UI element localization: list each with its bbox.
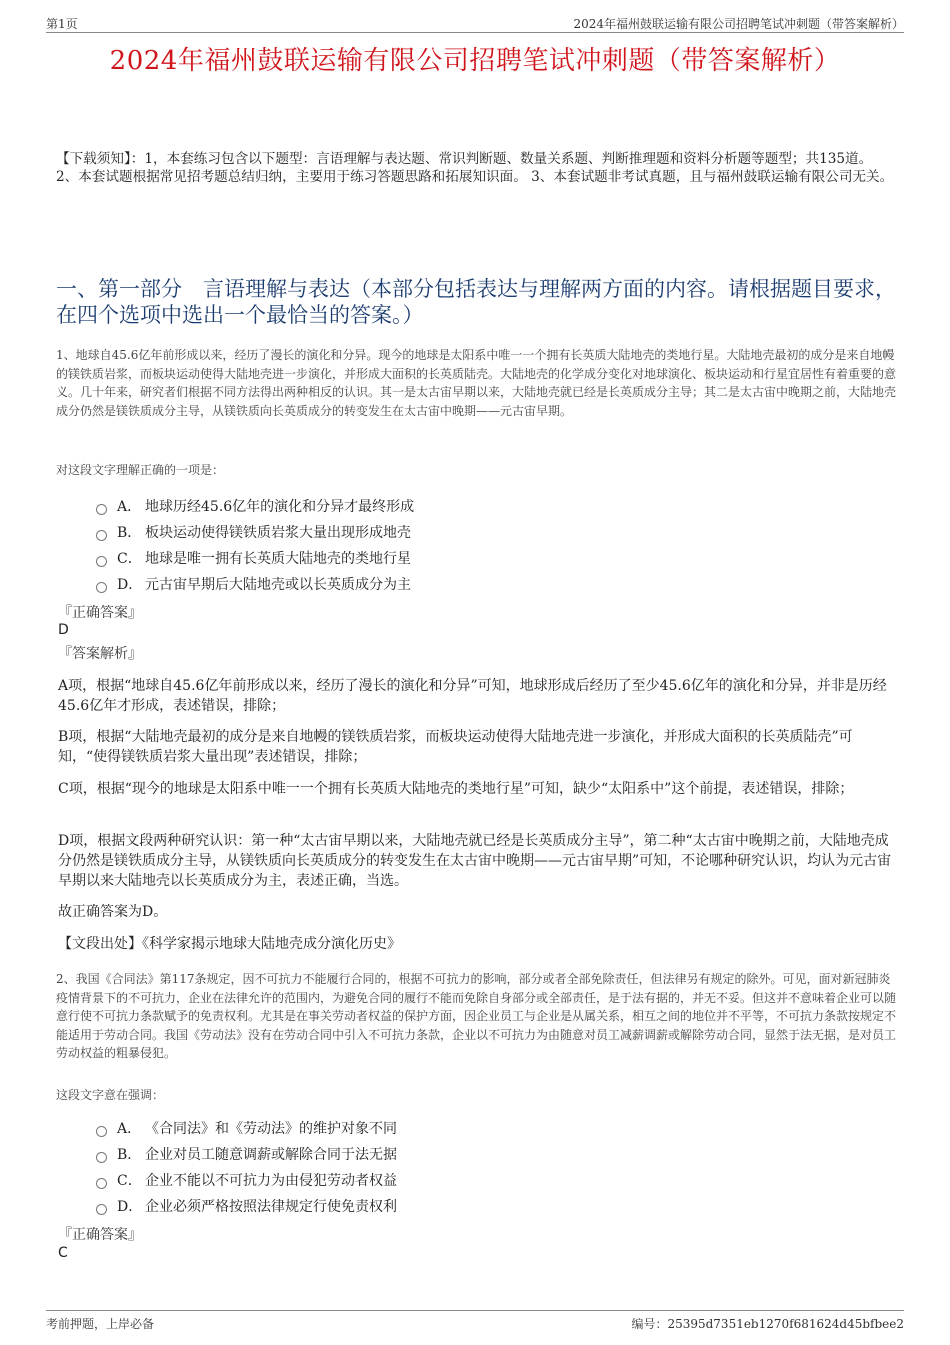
q2-answer-label: 『正确答案』 <box>58 1227 142 1243</box>
radio-icon[interactable] <box>96 1178 107 1189</box>
q1-analysis-label: 『答案解析』 <box>58 646 142 662</box>
radio-icon[interactable] <box>96 504 107 515</box>
page-title: 2024年福州鼓联运输有限公司招聘笔试冲刺题（带答案解析） <box>109 46 841 76</box>
header-doc-title: 2024年福州鼓联运输有限公司招聘笔试冲刺题（带答案解析） <box>573 17 904 31</box>
radio-icon[interactable] <box>96 1152 107 1163</box>
q1-option-a[interactable]: A． 地球历经45.6亿年的演化和分异才最终形成 <box>96 493 696 519</box>
radio-icon[interactable] <box>96 1126 107 1137</box>
q2-option-a[interactable]: A． 《合同法》和《劳动法》的维护对象不同 <box>96 1115 696 1141</box>
radio-icon[interactable] <box>96 1204 107 1215</box>
q2-option-c[interactable]: C． 企业不能以不可抗力为由侵犯劳动者权益 <box>96 1167 696 1193</box>
q2-option-b[interactable]: B． 企业对员工随意调薪或解除合同于法无据 <box>96 1141 696 1167</box>
page-number: 第1页 <box>46 17 78 31</box>
radio-icon[interactable] <box>96 530 107 541</box>
q2-passage: 2、我国《合同法》第117条规定，因不可抗力不能履行合同的，根据不可抗力的影响，部分或者全部免除责任，但法律另有规定的除外。可见，面对新冠肺炎疫情背景下的不可抗力，企业在法律允许的范围内，为避免合同的履行不能而免除自身部分或全部责任，是于法有据的，并无不妥。但这并不意味着企业可以随意行使不可抗力条款赋予的免责权利。尤其是在事关劳动者权益的保护方面，因企业员工与企业是从属关系，相互之间的地位并不平等，不可抗力条款按规定不能适用于劳动合同。我国《劳动法》没有在劳动合同中引入不可抗力条款，企业以不可抗力为由随意对员工减薪调薪或解除劳动合同，显然于法无据，是对员工劳动权益的粗暴侵犯。 <box>56 972 897 1060</box>
q1-analysis-a: A项，根据“地球自45.6亿年前形成以来，经历了漫长的演化和分异”可知，地球形成后经历了至少45.6亿年的演化和分异，并非是历经45.6亿年才形成，表述错误，排除； <box>58 678 887 714</box>
q1-option-b[interactable]: B． 板块运动使得镁铁质岩浆大量出现形成地壳 <box>96 519 696 545</box>
footer-serial: 编号：25395d7351eb1270f681624d45bfbee2 <box>631 1317 904 1331</box>
q1-option-d[interactable]: D． 元古宙早期后大陆地壳或以长英质成分为主 <box>96 571 696 597</box>
q1-analysis-c: C项，根据“现今的地球是太阳系中唯一一个拥有长英质大陆地壳的类地行星”可知，缺少“太阳系中”这个前提，表述错误，排除； <box>58 781 854 797</box>
q1-analysis-d: D项，根据文段两种研究认识：第一种“太古宙早期以来，大陆地壳就已经是长英质成分主导”，第二种“太古宙中晚期之前，大陆地壳成分仍然是镁铁质成分主导，从镁铁质向长英质成分的转变发生在太古宙中晚期——元古宙早期”可知，不论哪种研究认识，均认为元古宙早期以来大陆地壳以长英质成分为主，表述正确，当选。 <box>58 833 892 889</box>
q1-prompt: 对这段文字理解正确的一项是： <box>56 463 225 477</box>
footer-slogan: 考前押题，上岸必备 <box>46 1317 155 1331</box>
q1-answer: D <box>58 622 69 638</box>
page-footer <box>46 1310 904 1329</box>
page-header <box>46 14 904 33</box>
q2-answer: C <box>58 1245 68 1261</box>
q1-analysis-b: B项，根据“大陆地壳最初的成分是来自地幔的镁铁质岩浆，而板块运动使得大陆地壳进一步演化，并形成大面积的长英质陆壳”可知，“使得镁铁质岩浆大量出现”表述错误，排除； <box>58 729 853 765</box>
q1-source: 【文段出处】《科学家揭示地球大陆地壳成分演化历史》 <box>58 936 401 952</box>
q1-option-c[interactable]: C． 地球是唯一拥有长英质大陆地壳的类地行星 <box>96 545 696 571</box>
q1-passage: 1、地球自45.6亿年前形成以来，经历了漫长的演化和分异。现今的地球是太阳系中唯一一个拥有长英质大陆地壳的类地行星。大陆地壳最初的成分是来自地幔的镁铁质岩浆，而板块运动使得大陆地壳进一步演化，并形成大面积的长英质陆壳。大陆地壳的化学成分变化对地球演化、板块运动和行星宜居性有着重要的意义。几十年来，研究者们根据不同方法得出两种相反的认识。其一是太古宙早期以来，大陆地壳就已经是长英质成分主导；其二是太古宙中晚期之前，大陆地壳成分仍然是镁铁质成分主导，从镁铁质向长英质成分的转变发生在太古宙中晚期——元古宙早期。 <box>56 348 897 418</box>
download-notice: 【下载须知】：1，本套练习包含以下题型：言语理解与表达题、常识判断题、数量关系题、判断推理题和资料分析题等题型；共135道。 2、本套试题根据常见招考题总结归纳，主要用于练习答题思路和拓展知识面。 3、本套试题非考试真题，且与福州鼓联运输有限公司无关。 <box>56 151 894 185</box>
q1-options <box>96 493 696 597</box>
q2-options <box>96 1115 696 1219</box>
section-title: 一、第一部分 言语理解与表达（本部分包括表达与理解两方面的内容。请根据题目要求，在四个选项中选出一个最恰当的答案。） <box>56 277 896 327</box>
radio-icon[interactable] <box>96 556 107 567</box>
radio-icon[interactable] <box>96 582 107 593</box>
q1-answer-label: 『正确答案』 <box>58 605 142 621</box>
q2-option-d[interactable]: D． 企业必须严格按照法律规定行使免责权利 <box>96 1193 696 1219</box>
q2-prompt: 这段文字意在强调： <box>56 1088 165 1102</box>
q1-conclusion: 故正确答案为D。 <box>58 904 168 920</box>
